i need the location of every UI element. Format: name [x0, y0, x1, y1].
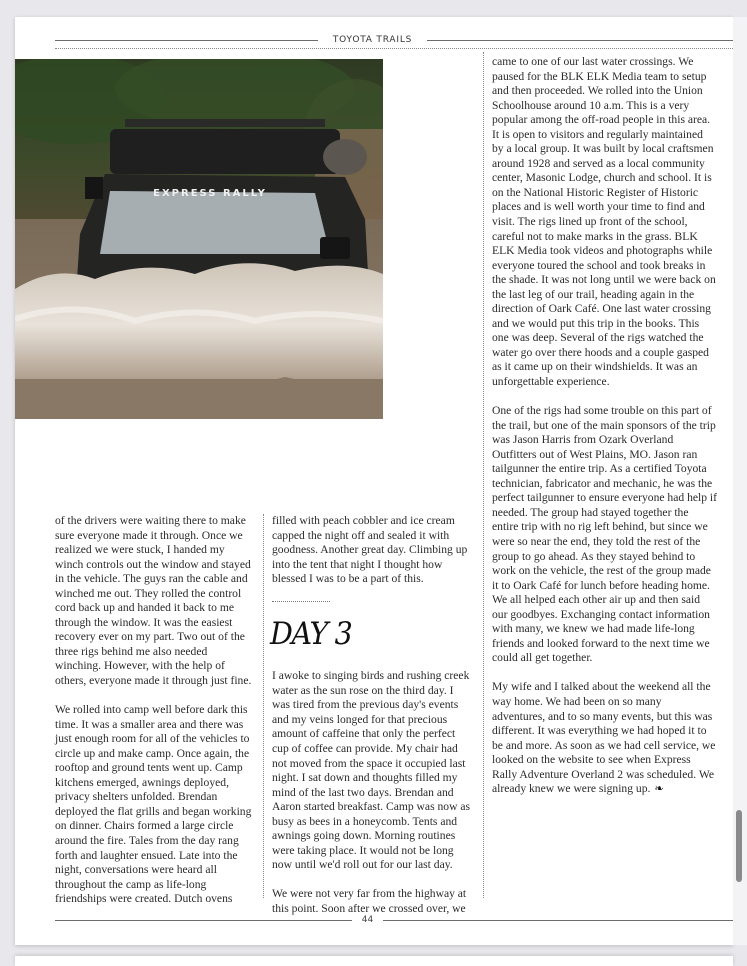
next-page-edge [15, 956, 733, 966]
section-heading: DAY 3 [270, 616, 352, 653]
article-column-middle [272, 514, 472, 931]
paragraph: filled with peach cobbler and ice cream capped the night off and sealed it with goodness. Another great day. Climbing up into the tent that night I thought how blessed I was to be a part of this. [272, 514, 468, 586]
article-column-right [492, 55, 717, 811]
paragraph: One of the rigs had some trouble on this part of the trail, but one of the main sponsors of the trip was Jason Harris from Ozark Overland Outfitters out of West Plains, MO. Jason ran tailgunner the entire trip. As a certified Toyota technician, fabricator and mechanic, he was the perfect tailgunner to ensure everyone had help if needed. The group had stayed together the entire trip with no rig left behind, but since we were so near the end, they told the rest of the group to go ahead. As they stayed behind to work on the vehicle, the rest of the group made it to Oark Café for lunch before heading home. We all helped each other air up and then said our goodbyes. Exchanging contact information with many, we knew we had made life-long friends and looked forward to the next time we could all get together. [492, 404, 718, 665]
scrollbar-track[interactable] [733, 17, 747, 945]
paragraph-text: My wife and I talked about the weekend all the way home. We had been on so many adventures, and to so many events, but this was different. It was everything we had hoped it to be and more. As soon as we had cell service, we looked on the website to see when Express Rally Adventure Overland 2 was scheduled. We already knew we were signing up. [492, 680, 716, 796]
article-column-left [55, 514, 255, 921]
windshield [100, 191, 330, 254]
column-divider-1 [263, 514, 264, 898]
running-header [55, 33, 733, 47]
page-footer [55, 913, 733, 927]
paragraph: I awoke to singing birds and rushing creek water as the sun rose on the third day. I was tired from the previous day's events and my veins longed for that precious amount of caffeine that only the perfect cup of coffee can provide. My chair had not moved from the space it occupied last night. I sat down and thoughts filled my mind of the last two days. Brendan and Aaron started breakfast. Camp was now as busy as bees in a honeycomb. Tents and awnings going down. Morning routines were taking place. It would not be long now until we'd roll out for our last day. [272, 669, 470, 872]
paragraph: We were not very far from the highway at this point. Soon after we crossed over, we [272, 887, 467, 915]
header-dotted-rule [55, 48, 733, 49]
section-separator [272, 601, 330, 602]
header-rule-left [55, 40, 318, 41]
scrollbar-thumb[interactable] [736, 810, 742, 882]
paragraph: of the drivers were waiting there to make sure everyone made it through. Once we realized we were stuck, I handed my winch controls out the window and stayed in the vehicle. The guys ran the cable and winched me out. They rolled the control cord back up and handed it back to me through the window. It was the easiest recovery ever on my part. Two out of the three rigs behind me also needed winching. However, with the help of others, everyone made it through just fine. [55, 514, 252, 688]
article-photo [15, 59, 383, 419]
water-splash [15, 263, 383, 386]
footer-rule-left [55, 920, 352, 921]
windshield-banner: EXPRESS RALLY [153, 188, 267, 199]
column-divider-2 [483, 52, 484, 898]
footer-rule-right [383, 920, 733, 921]
side-mirror [85, 177, 103, 199]
water-crossing-image [15, 59, 383, 419]
paragraph: came to one of our last water crossings. We paused for the BLK ELK Media team to setup and then proceeded. We rolled into the Union Schoolhouse around 10 a.m. This is a very popular among the off-road people in this area. It is open to visitors and regularly maintained by a local group. It was built by local craftsmen around 1928 and served as a local community center, Masonic Lodge, church and school. It is on the National Historic Register of Historic places and is well worth your time to find and visit. The rigs lined up front of the school, careful not to make marks in the grass. BLK ELK Media took videos and photographs while everyone toured the school and took breaks in the shade. It was not long until we were back on the last leg of our trail, heading again in the direction of Oark Café. One last water crossing and we would put this trip in the books. This one was deep. Several of the rigs watched the water go over there hoods and a couple gasped as it came up on their windshields. It was an unforgettable experience. [492, 55, 716, 389]
page-number: 44 [361, 915, 374, 925]
end-of-article-logo-icon: ❧ [654, 782, 664, 796]
running-title: TOYOTA TRAILS [332, 35, 413, 45]
paragraph-final [492, 680, 717, 796]
paragraph: We rolled into camp well before dark this time. It was a smaller area and there was just enough room for all of the vehicles to circle up and make camp. Once again, the rooftop and ground tents went up. Camp kitchens emerged, awnings deployed, privacy shelters unfolded. Brendan deployed the flat grills and began working on dinner. Chairs formed a large circle around the fire. Tales from the day rang forth and laughter ensued. Late into the night, conversations were heard all throughout the camp as life-long friendships were created. Dutch ovens [55, 703, 252, 906]
header-rule-right [427, 40, 733, 41]
rooftop-tent [110, 129, 340, 174]
